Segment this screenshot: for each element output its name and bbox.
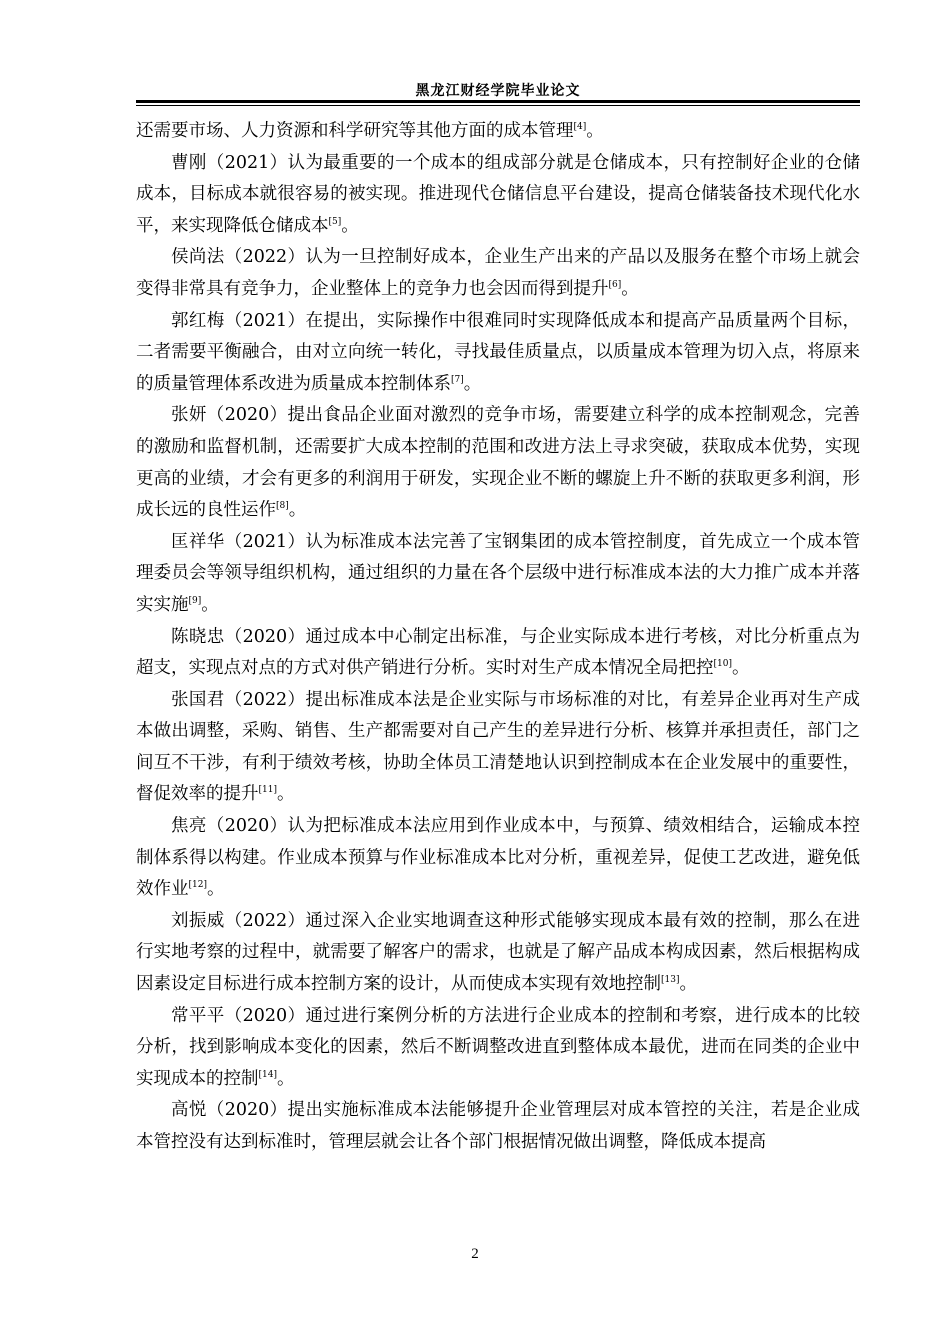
paragraph-text: 曹刚（2021）认为最重要的一个成本的组成部分就是仓储成本，只有控制好企业的仓储成本，目标成本就很容易的被实现。推进现代仓储信息平台建设，提高仓储装备技术现代化水平，来实现降低仓储成本 [136,152,860,236]
paragraph [136,306,860,401]
paragraph-text: 刘振威（2022）通过深入企业实地调查这种形式能够实现成本最有效的控制，那么在进行实地考察的过程中，就需要了解客户的需求，也就是了解产品成本构成因素，然后根据构成因素设定目标进行成本控制方案的设计，从而使成本实现有效地控制 [136,910,860,995]
citation-ref: [14] [258,1069,277,1080]
paragraph-end: 。 [586,121,604,141]
paragraph [136,400,860,526]
paragraph [136,1001,860,1096]
citation-ref: [9] [188,596,202,607]
page-header-title: 黑龙江财经学院毕业论文 [415,83,581,99]
header-rule-thin [136,105,860,106]
paragraph [136,527,860,622]
citation-ref: [6] [608,280,622,291]
paragraph [136,242,860,305]
page-number: 2 [471,1246,479,1262]
paragraph [136,622,860,685]
paragraph-end: 。 [201,594,219,615]
header-rule-thick [136,100,860,103]
paragraph-text: 高悦（2020）提出实施标准成本法能够提升企业管理层对成本管控的关注，若是企业成本管控没有达到标准时，管理层就会让各个部门根据情况做出调整，降低成本提高 [136,1100,860,1152]
citation-ref: [5] [328,216,342,227]
paragraph-text: 侯尚法（2022）认为一旦控制好成本，企业生产出来的产品以及服务在整个市场上就会变得非常具有竞争力，企业整体上的竞争力也会因而得到提升 [136,247,860,299]
paragraph-end: 。 [621,278,639,299]
paragraph-end: 。 [276,784,295,805]
citation-ref: [13] [661,975,680,986]
paragraph-text: 张国君（2022）提出标准成本法是企业实际与市场标准的对比，有差异企业再对生产成本做出调整，采购、销售、生产都需要对自己产生的差异进行分析、核算并承担责任，部门之间互不干涉，有利于绩效考核，协助全体员工清楚地认识到控制成本在企业发展中的重要性，督促效率的提升 [136,689,860,805]
paragraph-end: 。 [276,1068,295,1089]
citation-ref: [11] [258,785,277,796]
paragraph-text: 郭红梅（2021）在提出，实际操作中很难同时实现降低成本和提高产品质量两个目标，二者需要平衡融合，由对立向统一转化，寻找最佳质量点，以质量成本管理为切入点，将原来的质量管理体系改进为质量成本控制体系 [136,310,860,394]
body-text [136,116,860,1159]
paragraph-text: 陈晓忠（2020）通过成本中心制定出标准，与企业实际成本进行考核，对比分析重点为超支，实现点对点的方式对供产销进行分析。实时对生产成本情况全局把控 [136,626,860,679]
paragraph-text: 还需要市场、人力资源和科学研究等其他方面的成本管理 [136,121,574,141]
paragraph-end: 。 [463,373,482,394]
paragraph [136,148,860,243]
citation-ref: [10] [713,659,732,670]
paragraph [136,116,860,148]
paragraph [136,811,860,906]
paragraph [136,1095,860,1158]
citation-ref: [7] [451,374,464,385]
citation-ref: [12] [188,880,207,891]
paragraph-text: 匡祥华（2021）认为标准成本法完善了宝钢集团的成本管控制度，首先成立一个成本管理委员会等领导组织机构，通过组织的力量在各个层级中进行标准成本法的大力推广成本并落实实施 [136,531,860,615]
paragraph-end: 。 [679,974,697,995]
paragraph-end: 。 [288,500,307,521]
citation-ref: [4] [573,122,587,133]
paragraph [136,906,860,1001]
citation-ref: [8] [276,501,289,512]
paragraph-text: 常平平（2020）通过进行案例分析的方法进行企业成本的控制和考察，进行成本的比较分析，找到影响成本变化的因素，然后不断调整改进直到整体成本最优，进而在同类的企业中实现成本的控制 [136,1005,860,1089]
paragraph-text: 张妍（2020）提出食品企业面对激烈的竞争市场，需要建立科学的成本控制观念，完善的激励和监督机制，还需要扩大成本控制的范围和改进方法上寻求突破，获取成本优势，实现更高的业绩，才会有更多的利润用于研发，实现企业不断的螺旋上升不断的获取更多利润，形成长远的良性运作 [136,405,860,521]
paragraph-end: 。 [206,879,225,900]
paragraph-text: 焦亮（2020）认为把标准成本法应用到作业成本中，与预算、绩效相结合，运输成本控制体系得以构建。作业成本预算与作业标准成本比对分析，重视差异，促使工艺改进，避免低效作业 [136,816,860,900]
paragraph [136,685,860,811]
paragraph-end: 。 [341,215,359,236]
paragraph-end: 。 [731,658,750,679]
